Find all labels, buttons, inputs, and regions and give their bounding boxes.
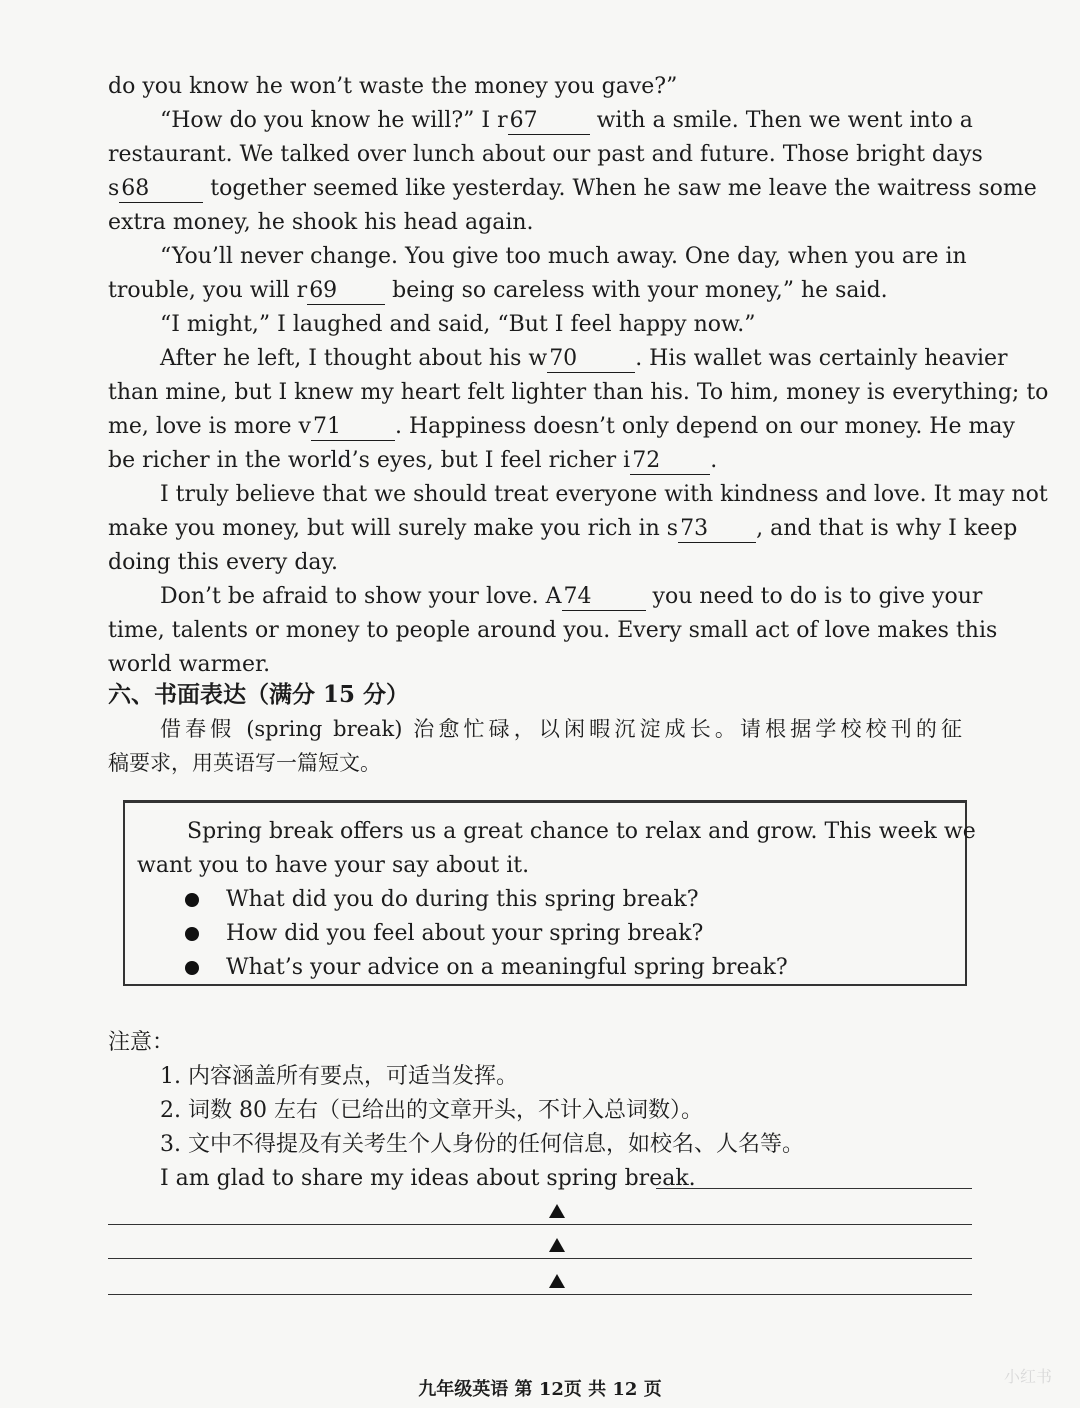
writing-line[interactable] <box>656 1188 972 1189</box>
note-item: 3. 文中不得提及有关考生个人身份的任何信息，如校名、人名等。 <box>160 1132 804 1157</box>
bullet-icon <box>185 893 199 907</box>
blank-67[interactable]: 67 <box>508 108 590 135</box>
writing-line[interactable] <box>108 1258 972 1259</box>
page-footer: 九年级英语 第 12页 共 12 页 <box>418 1379 662 1400</box>
passage-line: me, love is more v71 . Happiness doesn’t only depend on our money. He may <box>108 414 1015 439</box>
blank-73[interactable]: 73 <box>678 516 756 543</box>
passage-line: time, talents or money to people around you. Every small act of love makes this <box>108 618 998 643</box>
passage-line: do you know he won’t waste the money you gave?” <box>108 74 678 99</box>
passage-line: After he left, I thought about his w70 . His wallet was certainly heavier <box>160 346 1008 371</box>
passage-line: make you money, but will surely make you rich in s73 , and that is why I keep <box>108 516 1018 541</box>
triangle-icon <box>549 1274 565 1288</box>
passage-line: “I might,” I laughed and said, “But I feel happy now.” <box>160 312 756 337</box>
passage-line: doing this every day. <box>108 550 339 575</box>
blank-72[interactable]: 72 <box>630 448 710 475</box>
passage-line: be richer in the world’s eyes, but I feel richer i72 . <box>108 448 718 473</box>
triangle-icon <box>549 1238 565 1252</box>
blank-68[interactable]: 68 <box>119 176 203 203</box>
watermark: 小红书 <box>1003 1369 1052 1386</box>
section-title: 六、书面表达（满分 15 分） <box>108 681 410 708</box>
prompt-bullet: How did you feel about your spring break? <box>226 921 704 946</box>
bullet-icon <box>185 961 199 975</box>
writing-line[interactable] <box>108 1294 972 1295</box>
prompt-bullet: What’s your advice on a meaningful spring break? <box>226 955 788 980</box>
prompt-bullet: What did you do during this spring break? <box>226 887 699 912</box>
passage-line: Don’t be afraid to show your love. A74 you need to do is to give your <box>160 584 983 609</box>
passage-line: world warmer. <box>108 652 271 677</box>
passage-line: restaurant. We talked over lunch about our past and future. Those bright days <box>108 142 983 167</box>
blank-74[interactable]: 74 <box>562 584 646 611</box>
triangle-icon <box>549 1204 565 1218</box>
blank-70[interactable]: 70 <box>547 346 635 373</box>
passage-line: extra money, he shook his head again. <box>108 210 534 235</box>
blank-71[interactable]: 71 <box>311 414 395 441</box>
passage-line: than mine, but I knew my heart felt lighter than his. To him, money is everything; to <box>108 380 1049 405</box>
writing-intro: 借春假 (spring break) 治愈忙碌，以闲暇沉淀成长。请根据学校校刊的征 <box>160 717 962 741</box>
passage-line: “How do you know he will?” I r67 with a smile. Then we went into a <box>160 108 973 133</box>
note-item: 2. 词数 80 左右（已给出的文章开头，不计入总词数）。 <box>160 1098 703 1123</box>
passage-line: I truly believe that we should treat everyone with kindness and love. It may not <box>160 482 1048 507</box>
notes-title: 注意： <box>108 1030 175 1055</box>
passage-line: “You’ll never change. You give too much away. One day, when you are in <box>160 244 967 269</box>
writing-line[interactable] <box>108 1224 972 1225</box>
writing-intro: 稿要求，用英语写一篇短文。 <box>108 751 381 775</box>
passage-line: s68 together seemed like yesterday. When he saw me leave the waitress some <box>108 176 1037 201</box>
prompt-line: want you to have your say about it. <box>137 853 530 878</box>
prompt-line: Spring break offers us a great chance to relax and grow. This week we <box>187 819 976 844</box>
essay-opening: I am glad to share my ideas about spring break. <box>160 1166 696 1191</box>
bullet-icon <box>185 927 199 941</box>
prompt-box <box>123 800 976 986</box>
note-item: 1. 内容涵盖所有要点，可适当发挥。 <box>160 1064 518 1089</box>
blank-69[interactable]: 69 <box>307 278 385 305</box>
passage-line: trouble, you will r69 being so careless with your money,” he said. <box>108 278 888 303</box>
